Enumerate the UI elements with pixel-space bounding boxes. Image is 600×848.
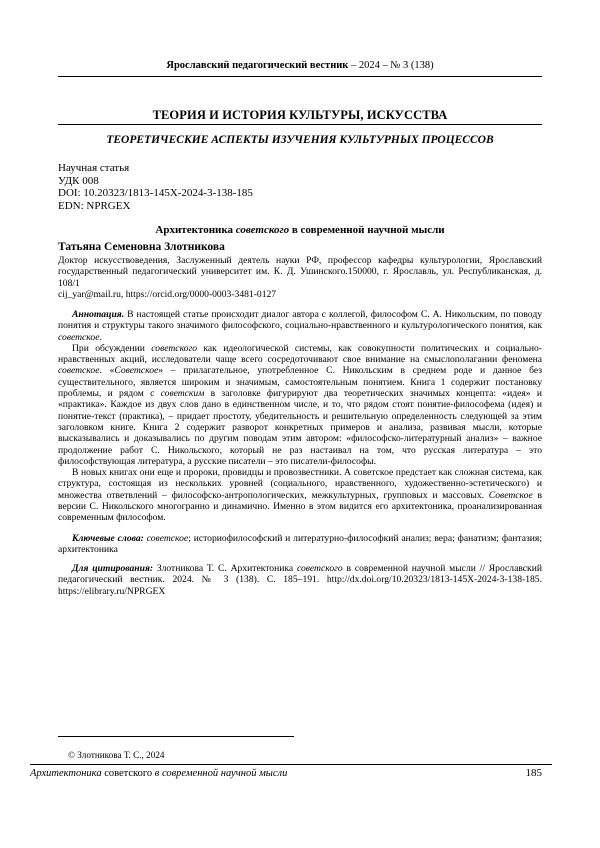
footer-running-title bbox=[30, 768, 287, 779]
text: советского bbox=[151, 342, 198, 354]
text: Архитектоника bbox=[30, 768, 102, 779]
doi: DOI: 10.20323/1813-145X-2024-3-138-185 bbox=[58, 187, 253, 199]
citation-label: Для цитирования: bbox=[72, 563, 154, 574]
text: советским bbox=[160, 388, 205, 400]
keywords bbox=[58, 533, 542, 556]
text: В настоящей статье происходит диалог автора с коллегой, философом С. А. Никольским, по поводу понятия и структуры такого значимого философского, социально-нравственного и культурологического понятия, как bbox=[58, 309, 542, 332]
author-name: Татьяна Семеновна Злотникова bbox=[58, 241, 225, 253]
text: В новых книгах они еще и пророки, провидцы и провозвестники. А советское предстает как сложная система, как структура, состоящая из нескольких уровней (социального, нравственного, художественно-эстетического) и множества ответвлений – философско-антропологических, межкультурных, групповых и массовых. bbox=[58, 467, 542, 501]
text: Злотникова Т. С. Архитектоника bbox=[153, 563, 297, 574]
author-affiliation bbox=[58, 255, 542, 301]
article-meta bbox=[58, 162, 253, 212]
text: в заголовке фигурируют два теоретических значимых концепта: «идея» и «практика». Каждое из двух слов дано в единственном числе, и то, что рядом стоят понятие-философема (идея) и понятие-текст (практика), – придает простоту, убедительность и решительную определенность следующей за этим заголовком книге. Книга 2 содержит разворот конкретных примеров и анализа, развивая мысли, которые высказывались и доказывались по другим поводам этим автором: «философско-литературный анализ» – важное продолжение работ С. Никольского, который не раз настаивал на том, что русская литература – это философствующая литература, а русские писатели – это писатели-философы. bbox=[58, 388, 543, 467]
journal-issue: – 2024 – № 3 (138) bbox=[350, 60, 434, 71]
keywords-label: Ключевые слова: bbox=[72, 533, 144, 544]
article-type: Научная статья bbox=[58, 162, 130, 174]
text: советское bbox=[58, 365, 100, 377]
journal-name: Ярославский педагогический вестник bbox=[166, 60, 349, 71]
abstract-label: Аннотация. bbox=[72, 309, 125, 320]
text: . bbox=[99, 331, 102, 343]
abstract-paragraph bbox=[58, 309, 542, 343]
title-part: Архитектоника bbox=[155, 224, 236, 236]
text: в современной научной мысли bbox=[152, 768, 288, 779]
author-contacts: cij_yar@mail.ru, https://orcid.org/0000-0003-3481-0127 bbox=[58, 289, 277, 301]
abstract bbox=[58, 309, 542, 524]
footer-rule bbox=[30, 764, 552, 765]
text: в версии С. Никольского многогранно и динамично. Именно в этом видится его архитектоника, проанализированная современным философом. bbox=[58, 489, 542, 524]
text: советское bbox=[146, 533, 189, 544]
running-head bbox=[0, 60, 600, 71]
text: ; историофилософский и литературно-философкий анализ; вера; фанатизм; фантазия; архитектоника bbox=[58, 533, 542, 556]
title-part: в современной научной мысли bbox=[289, 224, 445, 236]
page-number: 185 bbox=[525, 767, 542, 779]
abstract-paragraph bbox=[58, 467, 542, 523]
copyright: © Злотникова Т. С., 2024 bbox=[68, 750, 165, 760]
subsection-title: ТЕОРЕТИЧЕСКИЕ АСПЕКТЫ ИЗУЧЕНИЯ КУЛЬТУРНЫХ ПРОЦЕССОВ bbox=[106, 134, 494, 146]
text: советского bbox=[296, 563, 343, 574]
text: Советское bbox=[488, 489, 533, 501]
title-italic: советского bbox=[235, 224, 290, 236]
text: советское bbox=[58, 331, 100, 343]
section-rule bbox=[58, 124, 542, 125]
affiliation-text: Доктор искусствоведения, Заслуженный деятель науки РФ, профессор кафедры культурологии, Ярославский государственный педагогический университет им. К. Д. Ушинского.150000, г. Ярославль, ул. Республиканская, д. 108/1 bbox=[58, 255, 542, 289]
text: При обсуждении bbox=[72, 342, 152, 354]
text: . « bbox=[99, 365, 115, 377]
text: советского bbox=[101, 768, 153, 779]
abstract-paragraph bbox=[58, 343, 542, 467]
text: » – прилагательное, употребленное С. Никольским в среднем роде и данное без существительного, является широким и значимым, самостоятельным понятием. Книга 1 содержит постановку проблемы, и рядом с bbox=[58, 365, 543, 400]
citation bbox=[58, 563, 542, 597]
edn: EDN: NPRGEX bbox=[58, 199, 131, 212]
text: как идеологической системы, как совокупности политических и социально-нравственных акций, исследователи чаще всего сосредоточивают свое внимание на смыслополагании феномена bbox=[58, 342, 543, 366]
text: Советское bbox=[114, 365, 159, 377]
footnote-rule bbox=[58, 736, 294, 737]
header-rule bbox=[58, 76, 542, 77]
text: в современной научной мысли // Ярославский педагогический вестник. 2024. № 3 (138). С. 185–191. http://dx.doi.org/10.20323/1813-145X-2024-3-138-185. https://elibrary.ru/NPRGEX bbox=[58, 563, 542, 597]
article-title bbox=[58, 224, 542, 236]
section-title: ТЕОРИЯ И ИСТОРИЯ КУЛЬТУРЫ, ИСКУССТВА bbox=[152, 108, 448, 122]
udk: УДК 008 bbox=[58, 174, 99, 187]
